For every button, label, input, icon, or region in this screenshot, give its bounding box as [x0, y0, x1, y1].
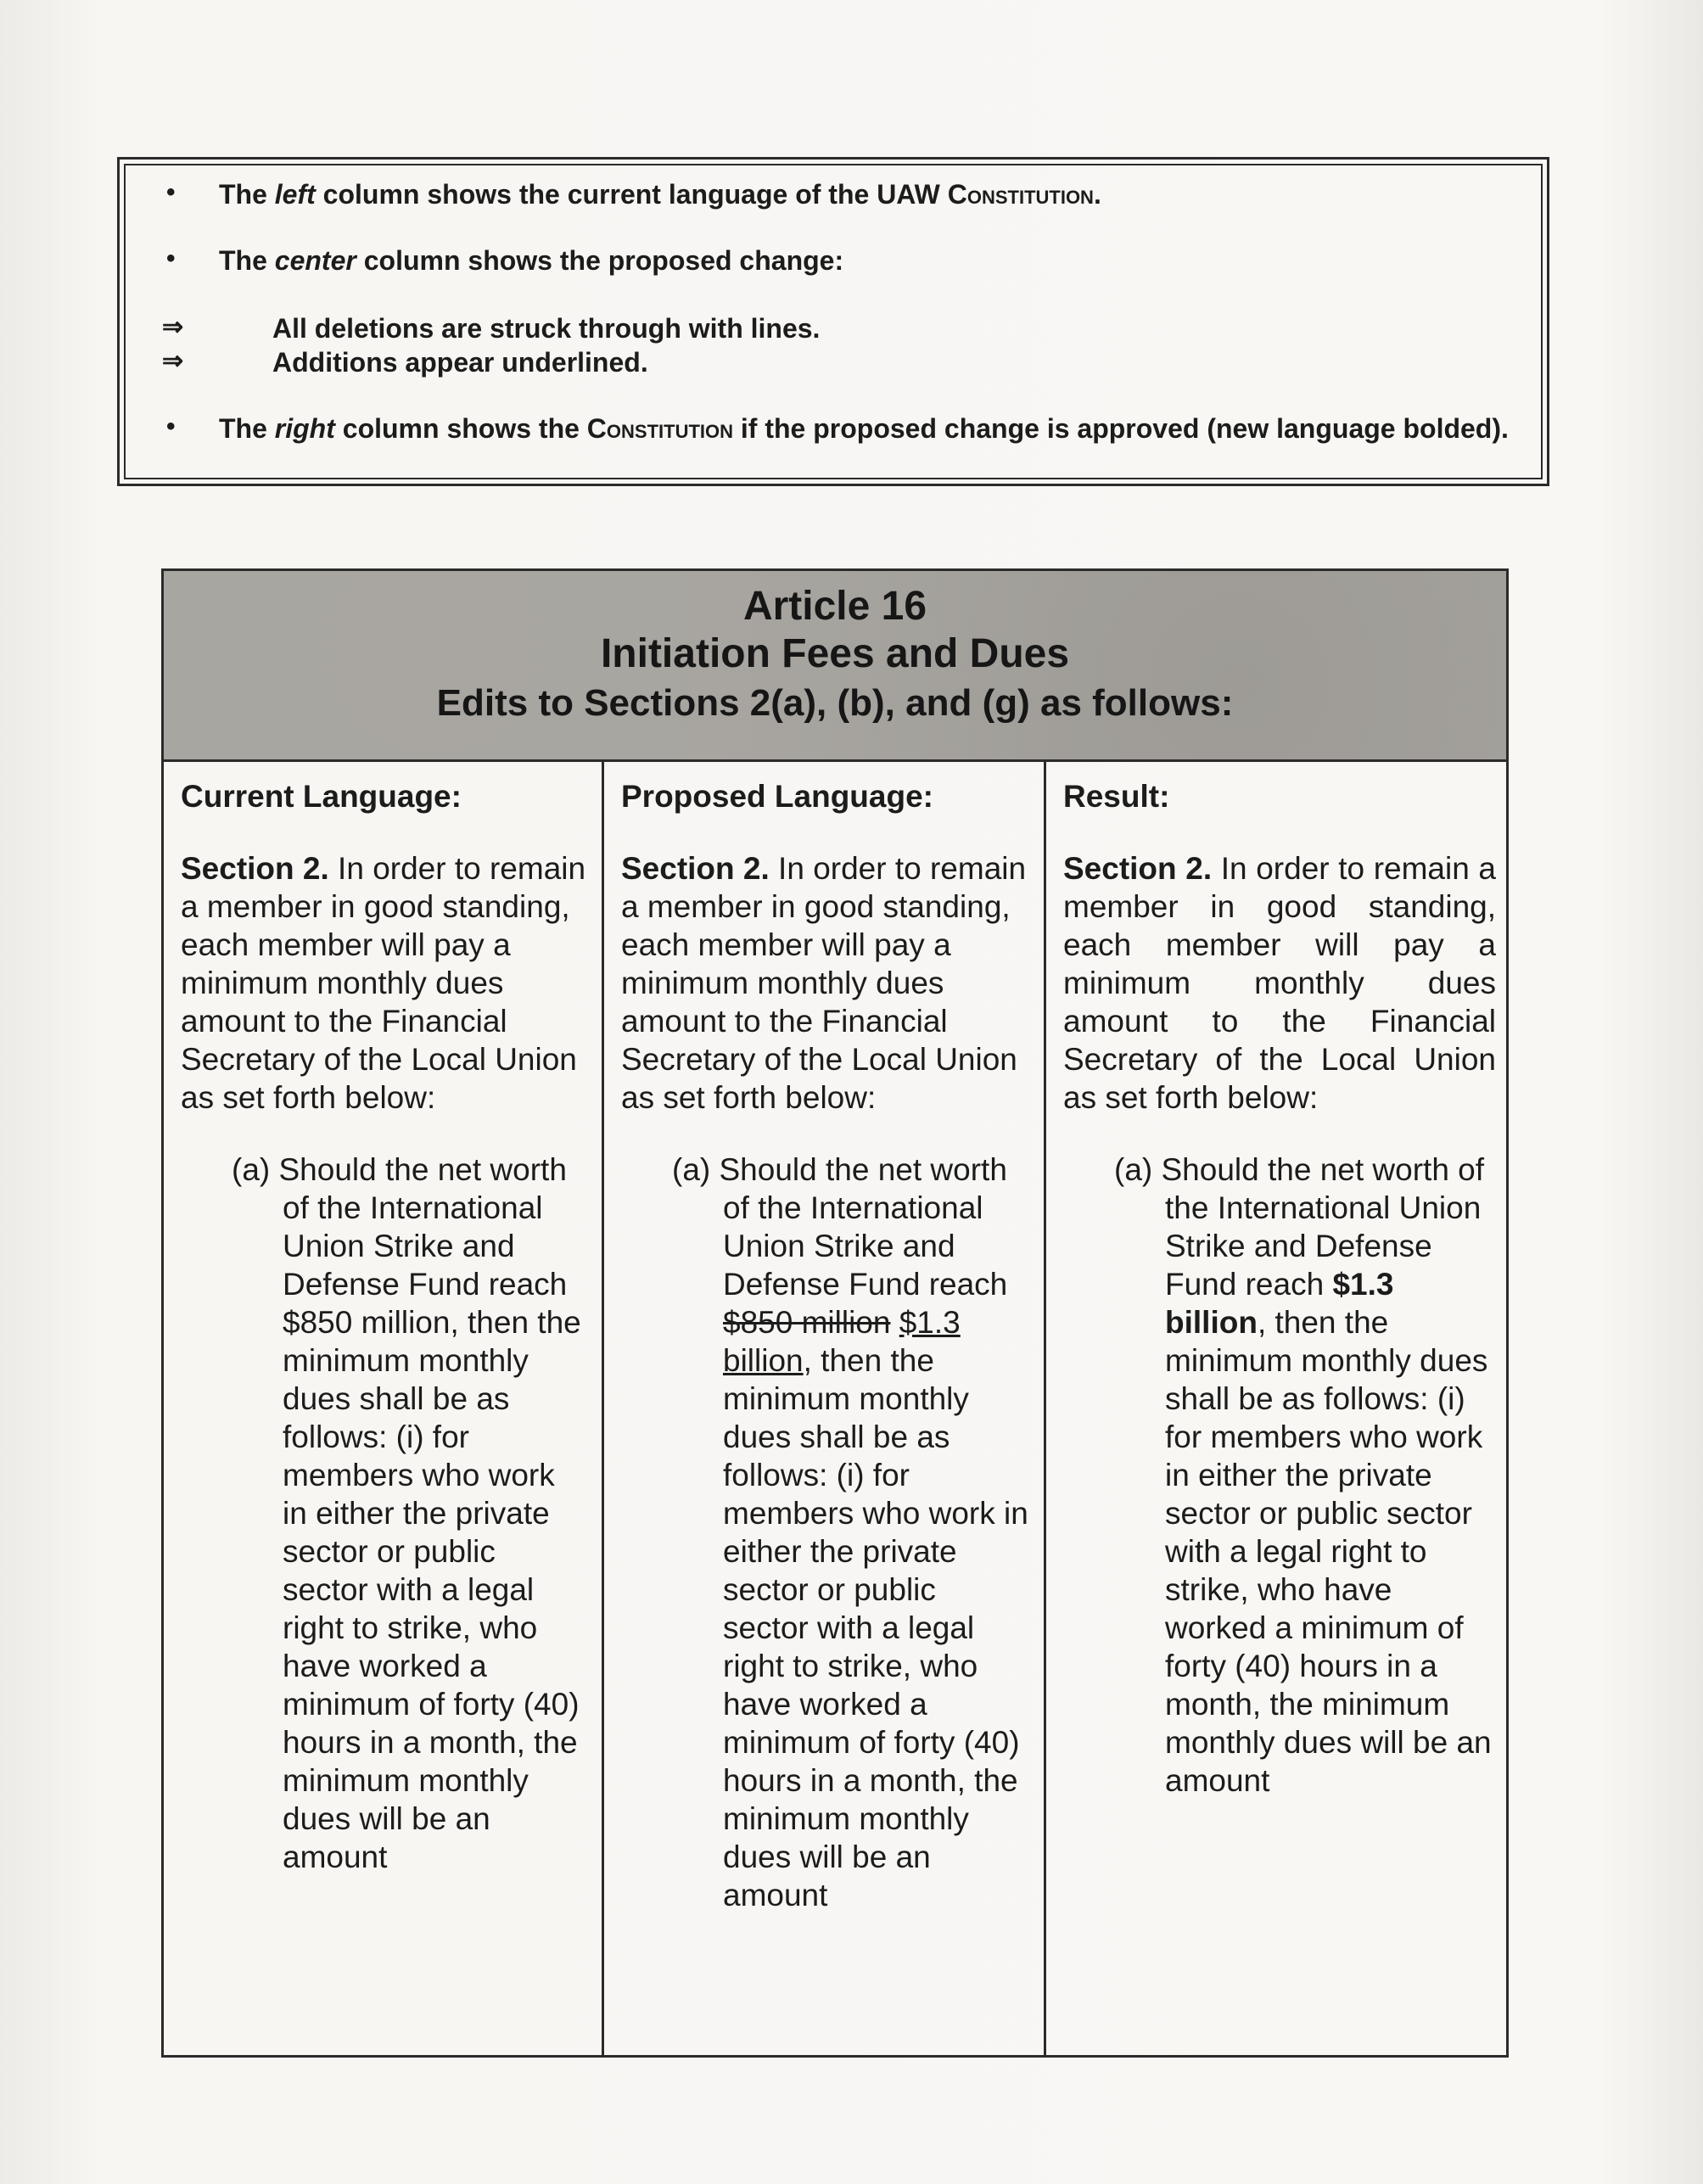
legend-right-text: The right column shows the Constitution if the proposed change is approved (new language bolded). [219, 413, 1509, 444]
paragraph-a: (a) Should the net worth of the International Union Strike and Defense Fund reach $1.3 billion, then the minimum monthly dues shall be as follows: (i) for members who work in either the private sector or public sector with a legal right to strike, who have worked a minimum of forty (40) hours in a month, the minimum monthly dues will be an amount [1114, 1152, 1492, 1798]
paragraph-a: (a) Should the net worth of the International Union Strike and Defense Fund reach $850 million $1.3 billion, then the minimum monthly dues shall be as follows: (i) for members who work in either the private sector or public sector with a legal right to strike, who have worked a minimum of forty (40) hours in a month, the minimum monthly dues will be an amount [672, 1152, 1028, 1912]
section-2-text: Section 2. In order to remain a member in good standing, each member will pay a minimum monthly dues amount to the Financial Secretary of the Local Union as set forth below: [1063, 851, 1496, 1115]
section-2-text: Section 2. In order to remain a member in good standing, each member will pay a minimum monthly dues amount to the Financial Secretary of the Local Union as set forth below: [621, 851, 1027, 1115]
bullet-icon: • [166, 412, 176, 440]
column-heading: Current Language: [181, 779, 462, 814]
article-title: Article 16 [742, 584, 927, 629]
column-heading: Proposed Language: [621, 779, 933, 814]
legend-deletions-text: All deletions are struck through with lines. [272, 313, 821, 344]
article-header [164, 571, 1506, 762]
new-language-bold: $1.3 billion [1165, 1267, 1394, 1340]
arrow-right-icon: ⇒ [162, 313, 184, 341]
legend-box [117, 157, 1549, 486]
bullet-icon: • [166, 178, 176, 206]
column-heading: Result: [1063, 779, 1170, 814]
section-2-text: Section 2. In order to remain a member in good standing, each member will pay a minimum monthly dues amount to the Financial Secretary of the Local Union as set forth below: [181, 851, 586, 1115]
legend-additions-text: Additions appear underlined. [272, 347, 648, 378]
legend-left-text: The left column shows the current language of the UAW Constitution. [219, 179, 1101, 210]
column-proposed [604, 759, 1046, 2055]
added-text: $1.3 billion [723, 1305, 961, 1378]
arrow-right-icon: ⇒ [162, 347, 184, 375]
column-result [1046, 759, 1511, 2055]
article-edits-note: Edits to Sections 2(a), (b), and (g) as follows: [436, 682, 1234, 724]
article-subtitle: Initiation Fees and Dues [600, 631, 1070, 676]
legend-center-text: The center column shows the proposed change: [219, 245, 844, 276]
bullet-icon: • [166, 244, 176, 272]
deleted-text: $850 million [723, 1305, 891, 1340]
article-table [161, 568, 1509, 2058]
paragraph-a: (a) Should the net worth of the International Union Strike and Defense Fund reach $850 million, then the minimum monthly dues shall be as follows: (i) for members who work in either the private sector or public sector with a legal right to strike, who have worked a minimum of forty (40) hours in a month, the minimum monthly dues will be an amount [232, 1152, 581, 1874]
column-current [164, 759, 604, 2055]
